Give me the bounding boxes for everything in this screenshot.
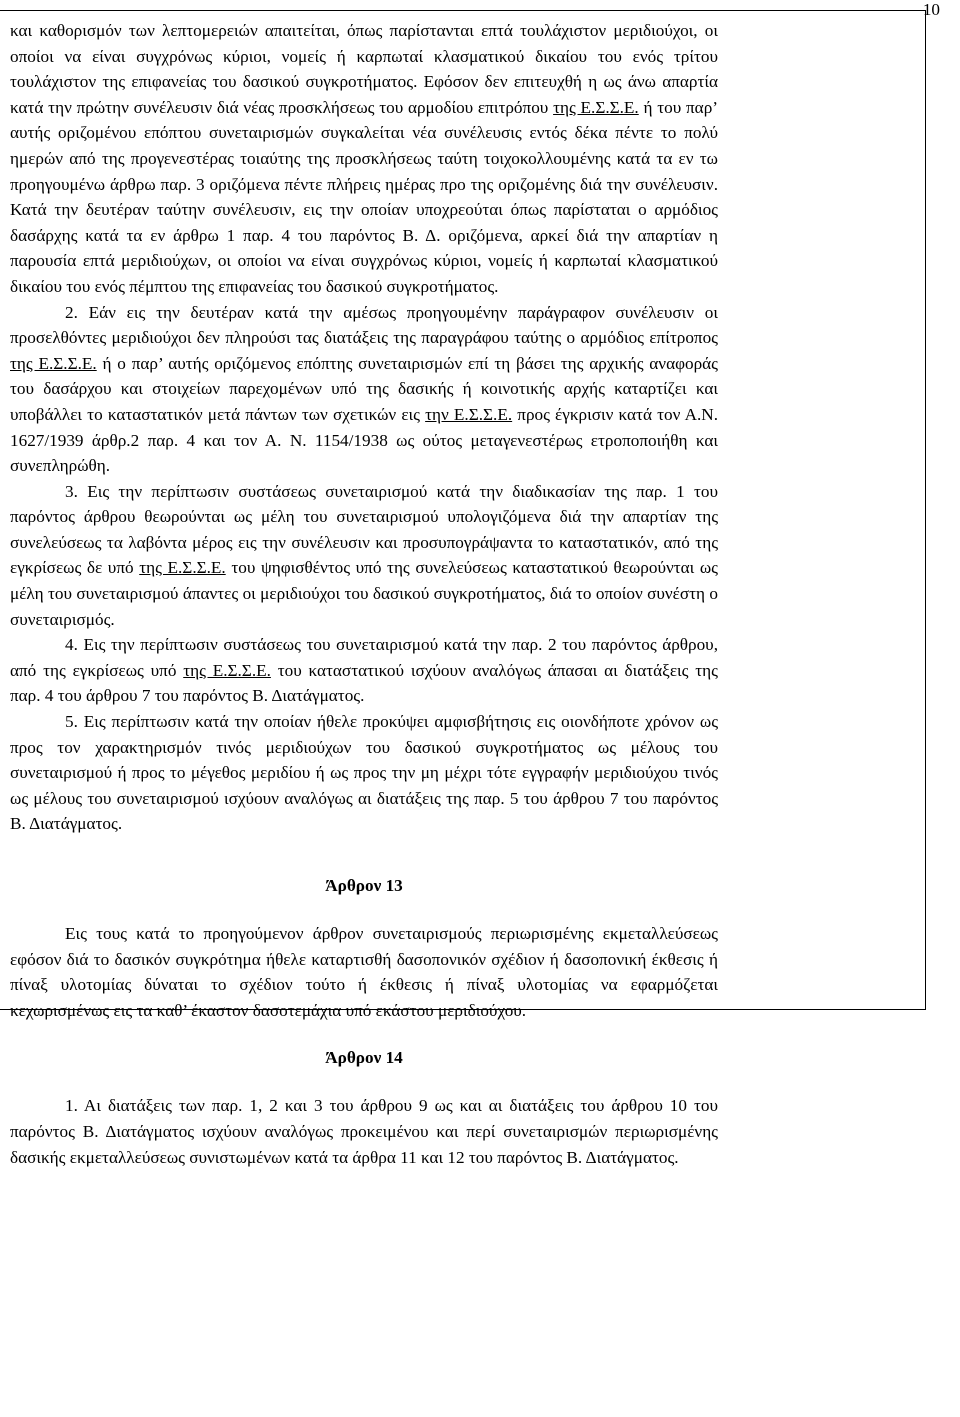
document-body [10, 18, 718, 1170]
text-run: 4. Εις την περίπτωσιν συστάσεως του συνεταιρισμού κατά την παρ. 2 του παρόντος άρθρου, από της εγκρίσεως υπό [10, 635, 718, 680]
text-run: και καθορισμόν των λεπτομερειών απαιτείται, όπως παρίστανται επτά τουλάχιστον μεριδιούχοι, οι οποίοι να είναι συγχρόνως κύριοι, νομείς ή καρπωταί κλασματικού δικαίου του ενός τρίτου τουλάχιστον της επιφανείας του δασικού συγκροτήματος. Εφόσον δεν επιτευχθή η ως άνω απαρτία κατά την πρώτην συνέλευσιν διά νέας προσκλήσεως του αρμοδίου επιτρόπου [10, 21, 718, 117]
text-run: προς έγκρισιν κατά τον Α.Ν. 1627/1939 άρθρ.2 παρ. 4 και τον Α. Ν. 1154/1938 ως ούτος μεταγενεστέρως ετροποποιήθη και συνεπληρώθη. [10, 404, 718, 476]
paragraph-1-continued [10, 18, 718, 300]
text-run: 3. Εις την περίπτωσιν συστάσεως συνεταιρισμού κατά την διαδικασίαν της παρ. 1 του παρόντος άρθρου θεωρούνται ως μέλη του συνεταιρισμού υπολογιζόμενα διά την απαρτίαν της συνελεύσεως τα λαβόντα μέρος εις την συνέλευσιν και προσυπογράψαντα το καταστατικόν, από της εγκρίσεως δε υπό [10, 481, 718, 578]
underlined-abbrev: της Ε.Σ.Σ.Ε. [10, 353, 97, 373]
paragraph-2 [10, 300, 718, 479]
underlined-abbrev: της Ε.Σ.Σ.Ε. [183, 660, 271, 680]
article-13-heading: Άρθρον 13 [325, 876, 403, 895]
paragraph-4 [10, 632, 718, 709]
text-run: του καταστατικού ισχύουν αναλόγως άπασαι αι διατάξεις της παρ. 4 του άρθρου 7 του παρόντος Β. Διατάγματος. [10, 660, 718, 706]
underlined-abbrev: της Ε.Σ.Σ.Ε. [553, 97, 639, 117]
paragraph-5: 5. Εις περίπτωσιν κατά την οποίαν ήθελε προκύψει αμφισβήτησις εις οιονδήποτε χρόνον ως προς τον χαρακτηρισμόν τινός μεριδιούχων του δασικού συγκροτήματος ως μέλους του συνεταιρισμού ή προς το μέγεθος μεριδίου ή ως προς την μη μέχρι τότε εγγραφήν μεριδιούχου τινός ως μέλους του συνεταιρισμού ισχύουν αναλόγως αι διατάξεις της παρ. 5 του άρθρου 7 του παρόντος Β. Διατάγματος. [10, 712, 718, 834]
text-run: 2. Εάν εις την δευτέραν κατά την αμέσως προηγουμένην παράγραφον συνέλευσιν οι προσελθόντες μεριδιούχοι δεν πληρούσι τας διατάξεις της παραγράφου ταύτης ο αρμόδιος επίτροπος [10, 302, 718, 348]
article-13-text: Εις τους κατά το προηγούμενον άρθρον συνεταιρισμούς περιωρισμένης εκμεταλλεύσεως εφόσον διά το δασικόν συγκρότημα ήθελε καταρτισθή δασοπονικόν σχέδιον ή δασοπονική έκθεσις ή πίναξ υλοτομίας δύναται το σχέδιον τούτο ή έκθεσις ή πίναξ υλοτομίας να εφαρμόζεται κεχωρισμένως εις τα καθ’ έκαστον δασοτεμάχια υπό εκάστου μεριδιούχου. [10, 924, 718, 1020]
page-number: 10 [922, 0, 940, 19]
paragraph-3 [10, 479, 718, 633]
underlined-abbrev: την Ε.Σ.Σ.Ε. [425, 404, 513, 424]
article-14-heading: Άρθρον 14 [325, 1048, 403, 1068]
text-run: ή ο παρ’ αυτής οριζόμενος επόπτης συνεταιρισμών επί τη βάσει της αρχικής αναφοράς του δασάρχου και στοιχείων παρεχομένων υπό της δασικής ή κοινοτικής αρχής καταρτίζει και υποβάλλει το καταστατικόν μετά πάντων των σχετικών εις [10, 353, 718, 424]
underlined-abbrev: της Ε.Σ.Σ.Ε. [139, 558, 226, 578]
text-run: του ψηφισθέντος υπό της συνελεύσεως καταστατικού θεωρούνται ως μέλη του συνεταιρισμού άπαντες οι μεριδιούχοι του δασικού συγκροτήματος, διά το οποίον συνέστη ο συνεταιρισμός. [10, 558, 718, 629]
article-14-text: 1. Αι διατάξεις των παρ. 1, 2 και 3 του άρθρου 9 ως και αι διατάξεις του άρθρου 10 του παρόντος Β. Διατάγματος ισχύουν αναλόγως προκειμένου και περί συνεταιρισμών περιωρισμένης δασικής εκμεταλλεύσεως συνιστωμένων κατά τα άρθρα 11 και 12 του παρόντος Β. Διατάγματος. [10, 1096, 718, 1167]
text-run: ή του παρ’ αυτής οριζομένου επόπτου συνεταιρισμών συγκαλείται νέα συνέλευσις εντός δέκα πέντε το πολύ ημερών από της προγενεστέρας τοιαύτης της προσκλήσεως ταύτη τοιχοκολλουμένης κατά τα εν τω προηγουμένω άρθρω παρ. 3 οριζόμενα πέντε πλήρεις ημέρας προ της οριζομένης διά την συνέλευσιν. Κατά την δευτέραν ταύτην συνέλευσιν, εις την οποίαν υποχρεούται όπως παρίσταται ο αρμόδιος δασάρχης κατά τα εν άρθρω 1 παρ. 4 του παρόντος Β. Δ. οριζόμενα, αρκεί διά την απαρτίαν η παρουσία επτά μεριδιούχων, οι οποίοι να είναι συγχρόνως κύριοι, νομείς ή καρπωταί κλασματικού δικαίου του ενός πέμπτου της επιφανείας του δασικού συγκροτήματος. [10, 97, 718, 296]
